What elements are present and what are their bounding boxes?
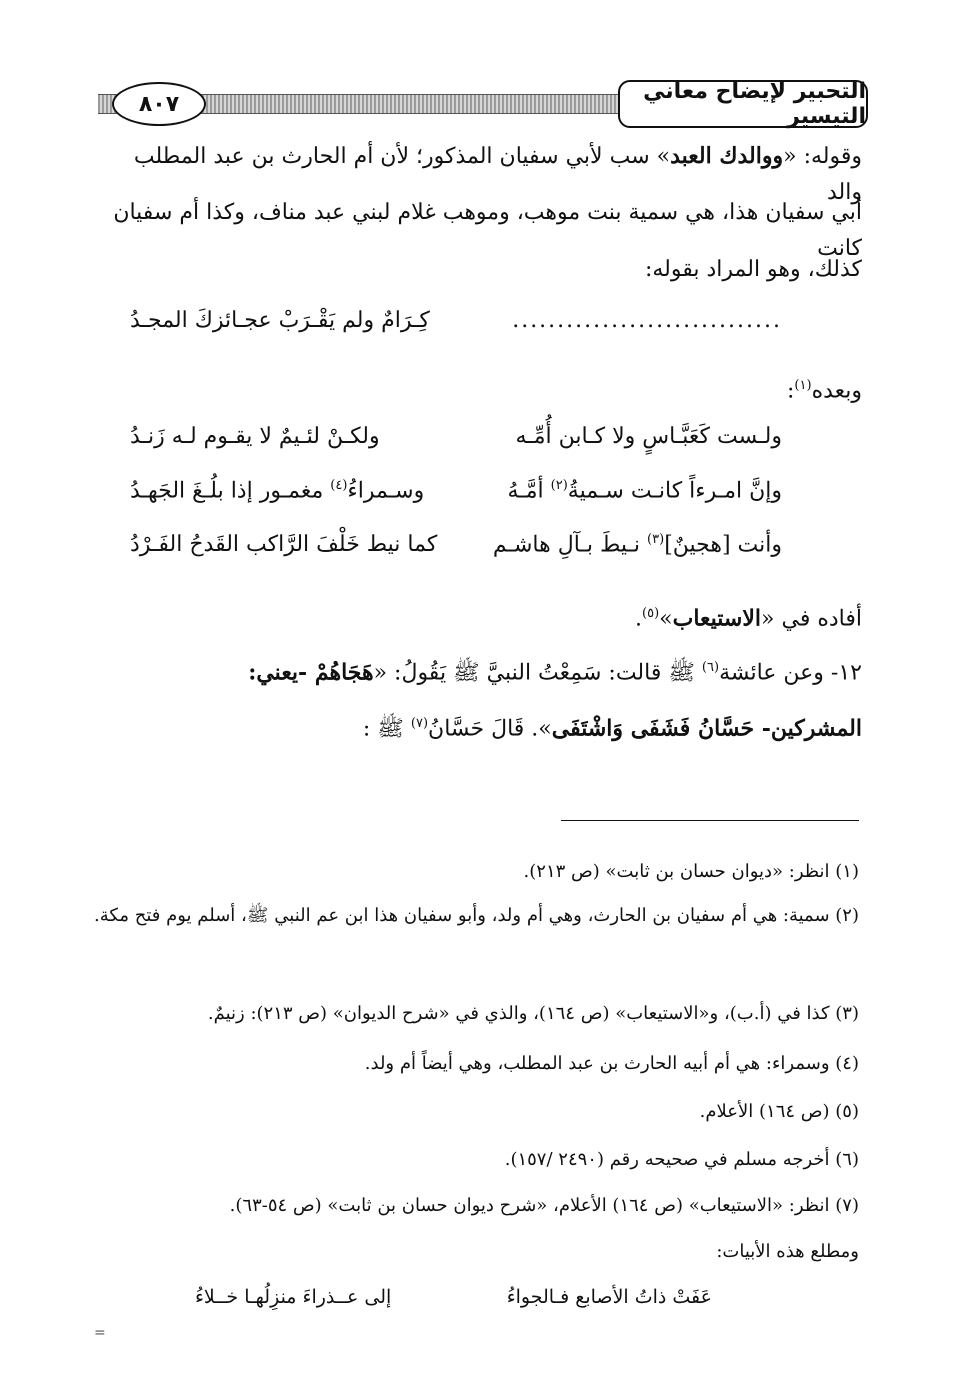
verse-hemistich-left: كما نيط خَلْفَ الرَّاكب القَدحُ الفَـرْدُ <box>130 532 438 557</box>
text-run: وبعده <box>811 378 862 404</box>
paragraph-6: المشركين- حَسَّانُ فَشَفَى وَاشْتَفَى». قَالَ حَسَّانُ$^{(٧)}$ ﷺ : <box>362 715 862 742</box>
verse-hemistich-right: وإنَّ امـرءاً كانـت سـميةُ$^{(٢)}$ أمَّـهُ <box>507 478 782 504</box>
text-run: » سب لأبي سفيان المذكور؛ لأن أم الحارث بن عبد المطلب والد <box>133 144 862 205</box>
verse-hemistich-right: ولـست كَعَبَّـاسٍ ولا كـابن أُمِّـه <box>515 424 782 449</box>
bold-source: الاستيعاب <box>672 605 762 632</box>
footnote-ref: (٣) <box>647 532 665 547</box>
verse-hemistich-right: عَفَتْ ذاتُ الأصابع فـالجواءُ <box>506 1286 712 1308</box>
footnote-8: ومطلع هذه الأبيات: <box>716 1241 859 1262</box>
footnote-6: (٦) أخرجه مسلم في صحيحه رقم (٢٤٩٠ /١٥٧). <box>504 1149 859 1170</box>
footnote-verse <box>95 1286 862 1326</box>
after-label: وبعده$^{(١)}$: <box>787 378 862 404</box>
verse-hemistich-left: إلى عــذراءَ منزِلُهـا خــلاءُ <box>195 1286 392 1308</box>
paragraph-2: أبي سفيان هذا، هي سمية بنت موهب، وموهب غلام لبني عبد مناف، وكذا أم سفيان كانت <box>113 200 862 261</box>
footnote-ref: (١) <box>794 378 812 393</box>
footnote-separator <box>561 820 859 821</box>
margin-mark: = <box>94 1325 106 1341</box>
verse-line-3 <box>95 532 862 572</box>
bold-hadith: المشركين- حَسَّانُ فَشَفَى وَاشْتَفَى <box>551 715 862 742</box>
text-run: وقوله: « <box>783 144 862 169</box>
verse-hemistich-right: .............................. <box>512 308 782 333</box>
verse-hemistich-right: وأنت [هجينٌ]$^{(٣)}$ نـيطَ بـآلِ هاشـم <box>492 532 782 558</box>
verse-line-0 <box>95 308 862 348</box>
verse-hemistich-left: وسـمراءُ$^{(٤)}$ مغمـور إذا بلُـغَ الجَهـدُ <box>130 478 425 504</box>
footnote-1: (١) انظر: «ديوان حسان بن ثابت» (ص ٢١٣). <box>523 861 859 882</box>
footnote-ref: (٥) <box>642 606 660 621</box>
bold-quote: ووالدك العبد <box>670 143 784 169</box>
paragraph-4: أفاده في «الاستيعاب»$^{(٥)}$. <box>635 605 862 632</box>
page-number: ٨٠٧ <box>112 82 206 126</box>
footnote-ref: (٧) <box>410 716 429 731</box>
footnote-ref: (٤) <box>330 478 348 493</box>
footnote-ref: (٦) <box>701 660 720 675</box>
verse-hemistich-left: كِـرَامٌ ولم يَقْـرَبْ عجـائزكَ المجـدُ <box>130 308 430 333</box>
paragraph-3: كذلك، وهو المراد بقوله: <box>644 257 862 282</box>
footnote-4: (٤) وسمراء: هي أم أبيه الحارث بن عبد المطلب، وهي أيضاً أم ولد. <box>364 1053 859 1074</box>
footnote-7: (٧) انظر: «الاستيعاب» (ص ١٦٤) الأعلام، «شرح ديوان حسان بن ثابت» (ص ٥٤-٦٣). <box>229 1195 859 1216</box>
bold-hadith: هَجَاهُمْ -يعني: <box>248 659 374 686</box>
footnote-ref: (٢) <box>550 478 568 493</box>
running-header <box>98 80 868 132</box>
footnote-5: (٥) (ص ١٦٤) الأعلام. <box>699 1101 859 1122</box>
verse-hemistich-left: ولكـنْ لئـيمٌ لا يقـوم لـه زَنـدُ <box>130 424 380 449</box>
footnote-2: (٢) سمية: هي أم سفيان بن الحارث، وهي أم ولد، وأبو سفيان هذا ابن عم النبي ﷺ، أسلم يوم فتح مكة. <box>94 905 859 926</box>
book-title: التحبير لإيضاح معاني التيسير <box>618 80 868 128</box>
footnote-3: (٣) كذا في (أ.ب)، و«الاستيعاب» (ص ١٦٤)، والذي في «شرح الديوان» (ص ٢١٣): زنيمٌ. <box>207 1003 859 1024</box>
verse-line-1 <box>95 424 862 464</box>
verse-line-2 <box>95 478 862 518</box>
paragraph-5: ١٢- وعن عائشة$^{(٦)}$ ﷺ قالت: سَمِعْتُ النبيَّ ﷺ يَقُولُ: «هَجَاهُمْ -يعني: <box>248 659 862 686</box>
